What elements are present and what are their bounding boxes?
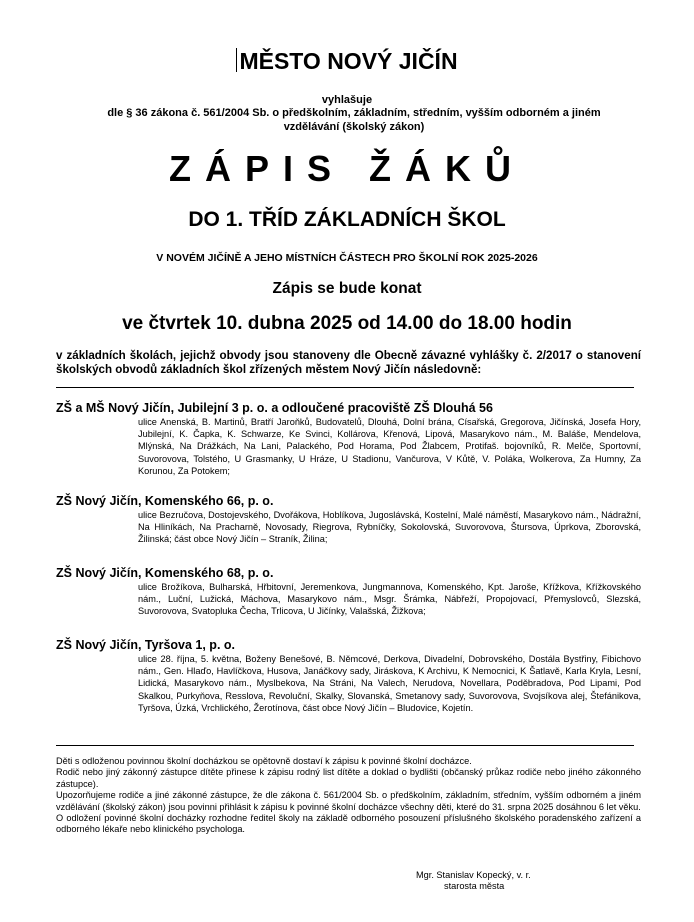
school-streets: ulice 28. října, 5. května, Boženy Benešové, B. Němcové, Derkova, Divadelní, Dobrovského, Dostála Bystřiny, Fibichovo nám., Gen. Hlaďo, Havlíčkova, Husova, Janáčkovy sady, Jiráskova, K Archivu, K Nemocnici, K Šatlavě, Karla Kryla, Lesní, Lidická, Masarykovo nám., Myslbekova, Na Stráni, Na Valech, Nerudova, Novellara, Poděbradova, Pod Lipami, Pod Skalkou, Purkyňova, Resslova, Revoluční, Skalky, Slovanská, Smetanovy sady, Suvorovova, Svojsíkova alej, Štefánikova, Tyršova, Úzká, Vrchlického, Žerotínova, část obce Nový Jičín – Bludovice, Kojetín. — [138, 654, 641, 713]
school-name: ZŠ Nový Jičín, Komenského 66, p. o. — [56, 494, 274, 508]
school-name: ZŠ Nový Jičín, Komenského 68, p. o. — [56, 566, 274, 580]
event-date: ve čtvrtek 10. dubna 2025 od 14.00 do 18.00 hodin — [122, 313, 572, 334]
notes — [56, 756, 641, 836]
note-documents: Rodič nebo jiný zákonný zástupce dítěte přinese k zápisu rodný list dítěte a doklad o bydlišti (občanský průkaz rodiče nebo jiného zákonného zástupce). — [56, 767, 641, 789]
signature-block — [416, 870, 531, 893]
school-streets: ulice Brožíkova, Bulharská, Hřbitovní, Jeremenkova, Jungmannova, Komenského, Kpt. Jaroše, Křížkova, Křížkovského nám., Luční, Lužická, Máchova, Masarykovo nám., Msgr. Šrámka, Nábřeží, Propojovací, Přemyslovců, Slezská, Suvorovova, Svatopluka Čecha, Trlicova, U Jičínky, Valašská, Žižkova; — [138, 582, 641, 617]
school-block-komenskeho-66 — [56, 494, 641, 546]
note-deferred: Děti s odloženou povinnou školní docházkou se opětovně dostaví k zápisu k povinné školní docházce. — [56, 756, 472, 766]
main-title: ZÁPIS ŽÁKŮ — [169, 148, 525, 189]
place-and-year: V NOVÉM JIČÍNĚ A JEHO MÍSTNÍCH ČÁSTECH PRO ŠKOLNÍ ROK 2025-2026 — [156, 252, 538, 264]
note-deferral-decision: O odložení povinné školní docházky rozhodne ředitel školy na základě odborného posouzení příslušného školského poradenského zařízení a odborného lékaře nebo klinického psychologa. — [56, 813, 641, 835]
school-name: ZŠ Nový Jičín, Tyršova 1, p. o. — [56, 638, 235, 652]
school-block-tyrsova — [56, 638, 641, 714]
school-block-jubilejni — [56, 401, 641, 477]
city-heading — [0, 48, 694, 75]
school-block-komenskeho-68 — [56, 566, 641, 618]
event-heading: Zápis se bude konat — [272, 280, 422, 297]
city-name: MĚSTO NOVÝ JIČÍN — [239, 48, 458, 74]
signatory-name: Mgr. Stanislav Kopecký, v. r. — [416, 870, 531, 880]
schools-intro: v základních školách, jejichž obvody jsou stanoveny dle Obecně závazné vyhlášky č. 2/2017 o stanovení školských obvodů základních škol zřízených městem Nový Jičín následovně: — [56, 349, 641, 376]
signatory-role: starosta města — [444, 881, 505, 892]
school-streets: ulice Bezručova, Dostojevského, Dvořákova, Hoblíkova, Jugoslávská, Kostelní, Malé náměstí, Masarykovo nám., Nádražní, Na Hliníkách, Na Pracharně, Novosady, Riegrova, Rybníčky, Sokolovská, Suvorovova, Štursova, Úprkova, Zborovská, Žilinská; část obce Nový Jičín – Straník, Žilina; — [138, 510, 641, 545]
school-streets: ulice Anenská, B. Martinů, Bratří Jaroňků, Budovatelů, Dlouhá, Dolní brána, Císařská, Gregorova, Jičínská, Josefa Hory, Jubilejní, K. Čapka, K. Schwarze, Ke Svinci, Kollárova, Křenová, Lipová, Masarykovo nám., M. Baláše, Mendelova, Mlýnská, Na Drážkách, Na Lani, Palackého, Pod Horama, Pod Žlabcem, Protifaš. bojovníků, R. Melče, Sportovní, Suvorovova, Tolstého, U Grasmanky, U Hráze, U Stadionu, Vančurova, V Kůtě, V. Poláka, Wolkerova, Za Humny, Za Korunou, Za Potokem; — [138, 417, 641, 476]
announces-text: vyhlašuje — [321, 94, 373, 106]
law-reference: dle § 36 zákona č. 561/2004 Sb. o předškolním, základním, středním, vyšším odborném a jiném vzdělávání (školský zákon) — [107, 107, 601, 133]
text-cursor — [236, 48, 237, 72]
divider-bottom — [56, 745, 634, 746]
divider-top — [56, 387, 634, 388]
school-name: ZŠ a MŠ Nový Jičín, Jubilejní 3 p. o. a odloučené pracoviště ZŠ Dlouhá 56 — [56, 401, 493, 415]
note-obligation: Upozorňujeme rodiče a jiné zákonné zástupce, že dle zákona č. 561/2004 Sb. o předškolním, základním, středním, vyšším odborném a jiném vzdělávání (školský zákon) jsou povinni přihlásit k zápisu k povinné školní docházce všechny děti, které do 31. srpna 2025 dosáhnou 6 let věku. — [56, 790, 641, 812]
sub-title: DO 1. TŘÍD ZÁKLADNÍCH ŠKOL — [188, 208, 506, 231]
